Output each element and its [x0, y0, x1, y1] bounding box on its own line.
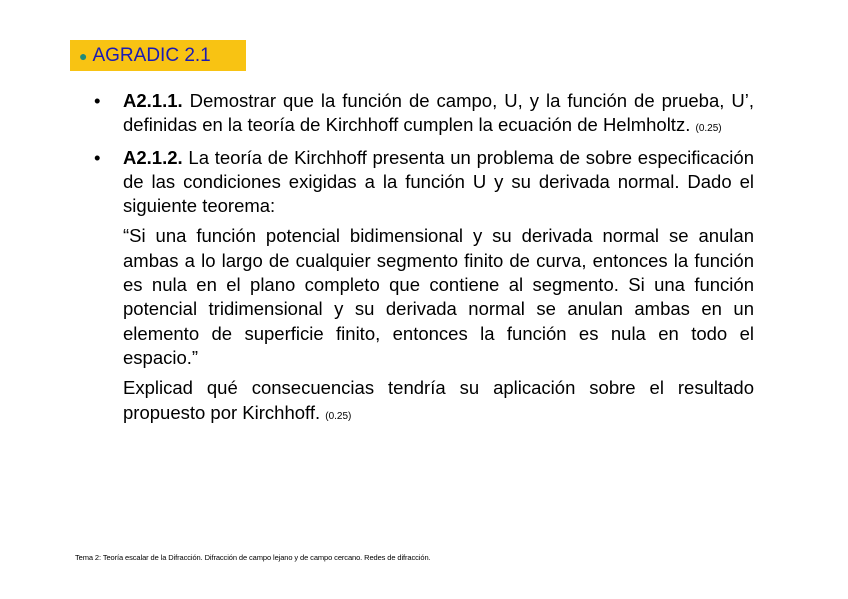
title-bullet-icon: ●	[79, 47, 88, 64]
closing-text: Explicad qué consecuencias tendría su aplicación sobre el resultado propuesto por Kirchhoff.	[123, 377, 754, 423]
item-code: A2.1.2.	[123, 146, 183, 168]
theorem-quote: “Si una función potencial bidimensional y su derivada normal se anulan ambas a lo largo de cualquier segmento finito de curva, entonces la función es nula en el plano completo que contiene al segmento. Si una función potencial tridimensional y su derivada normal se anulan ambas en un elemento de superficie finito, entonces la función es nula en todo el espacio.”	[123, 225, 754, 368]
list-item-a212	[94, 146, 754, 219]
slide-content	[94, 89, 754, 429]
item-paragraph	[123, 89, 754, 142]
section-title-box	[70, 40, 246, 71]
slide-footer: Tema 2: Teoría escalar de la Difracción. Difracción de campo lejano y de campo cercano. Redes de difracción.	[75, 553, 431, 562]
item-score: (0.25)	[325, 410, 352, 422]
item-code: A2.1.1.	[123, 90, 183, 111]
section-title: AGRADIC 2.1	[92, 44, 211, 66]
item-score: (0.25)	[695, 123, 722, 135]
item-paragraph	[123, 146, 754, 219]
closing-paragraph	[123, 376, 754, 429]
item-subcontent	[94, 224, 754, 428]
item-text: Demostrar que la función de campo, U, y la función de prueba, U’, definidas en la teoría de Kirchhoff cumplen la ecuación de Helmholtz.	[123, 90, 754, 136]
item-text: La teoría de Kirchhoff presenta un problema de sobre especificación de las condiciones exigidas a la función U y su derivada normal. Dado el siguiente teorema:	[123, 146, 754, 217]
list-item-a211	[94, 89, 754, 142]
bullet-icon: •	[94, 90, 101, 111]
bullet-icon: •	[94, 146, 101, 168]
